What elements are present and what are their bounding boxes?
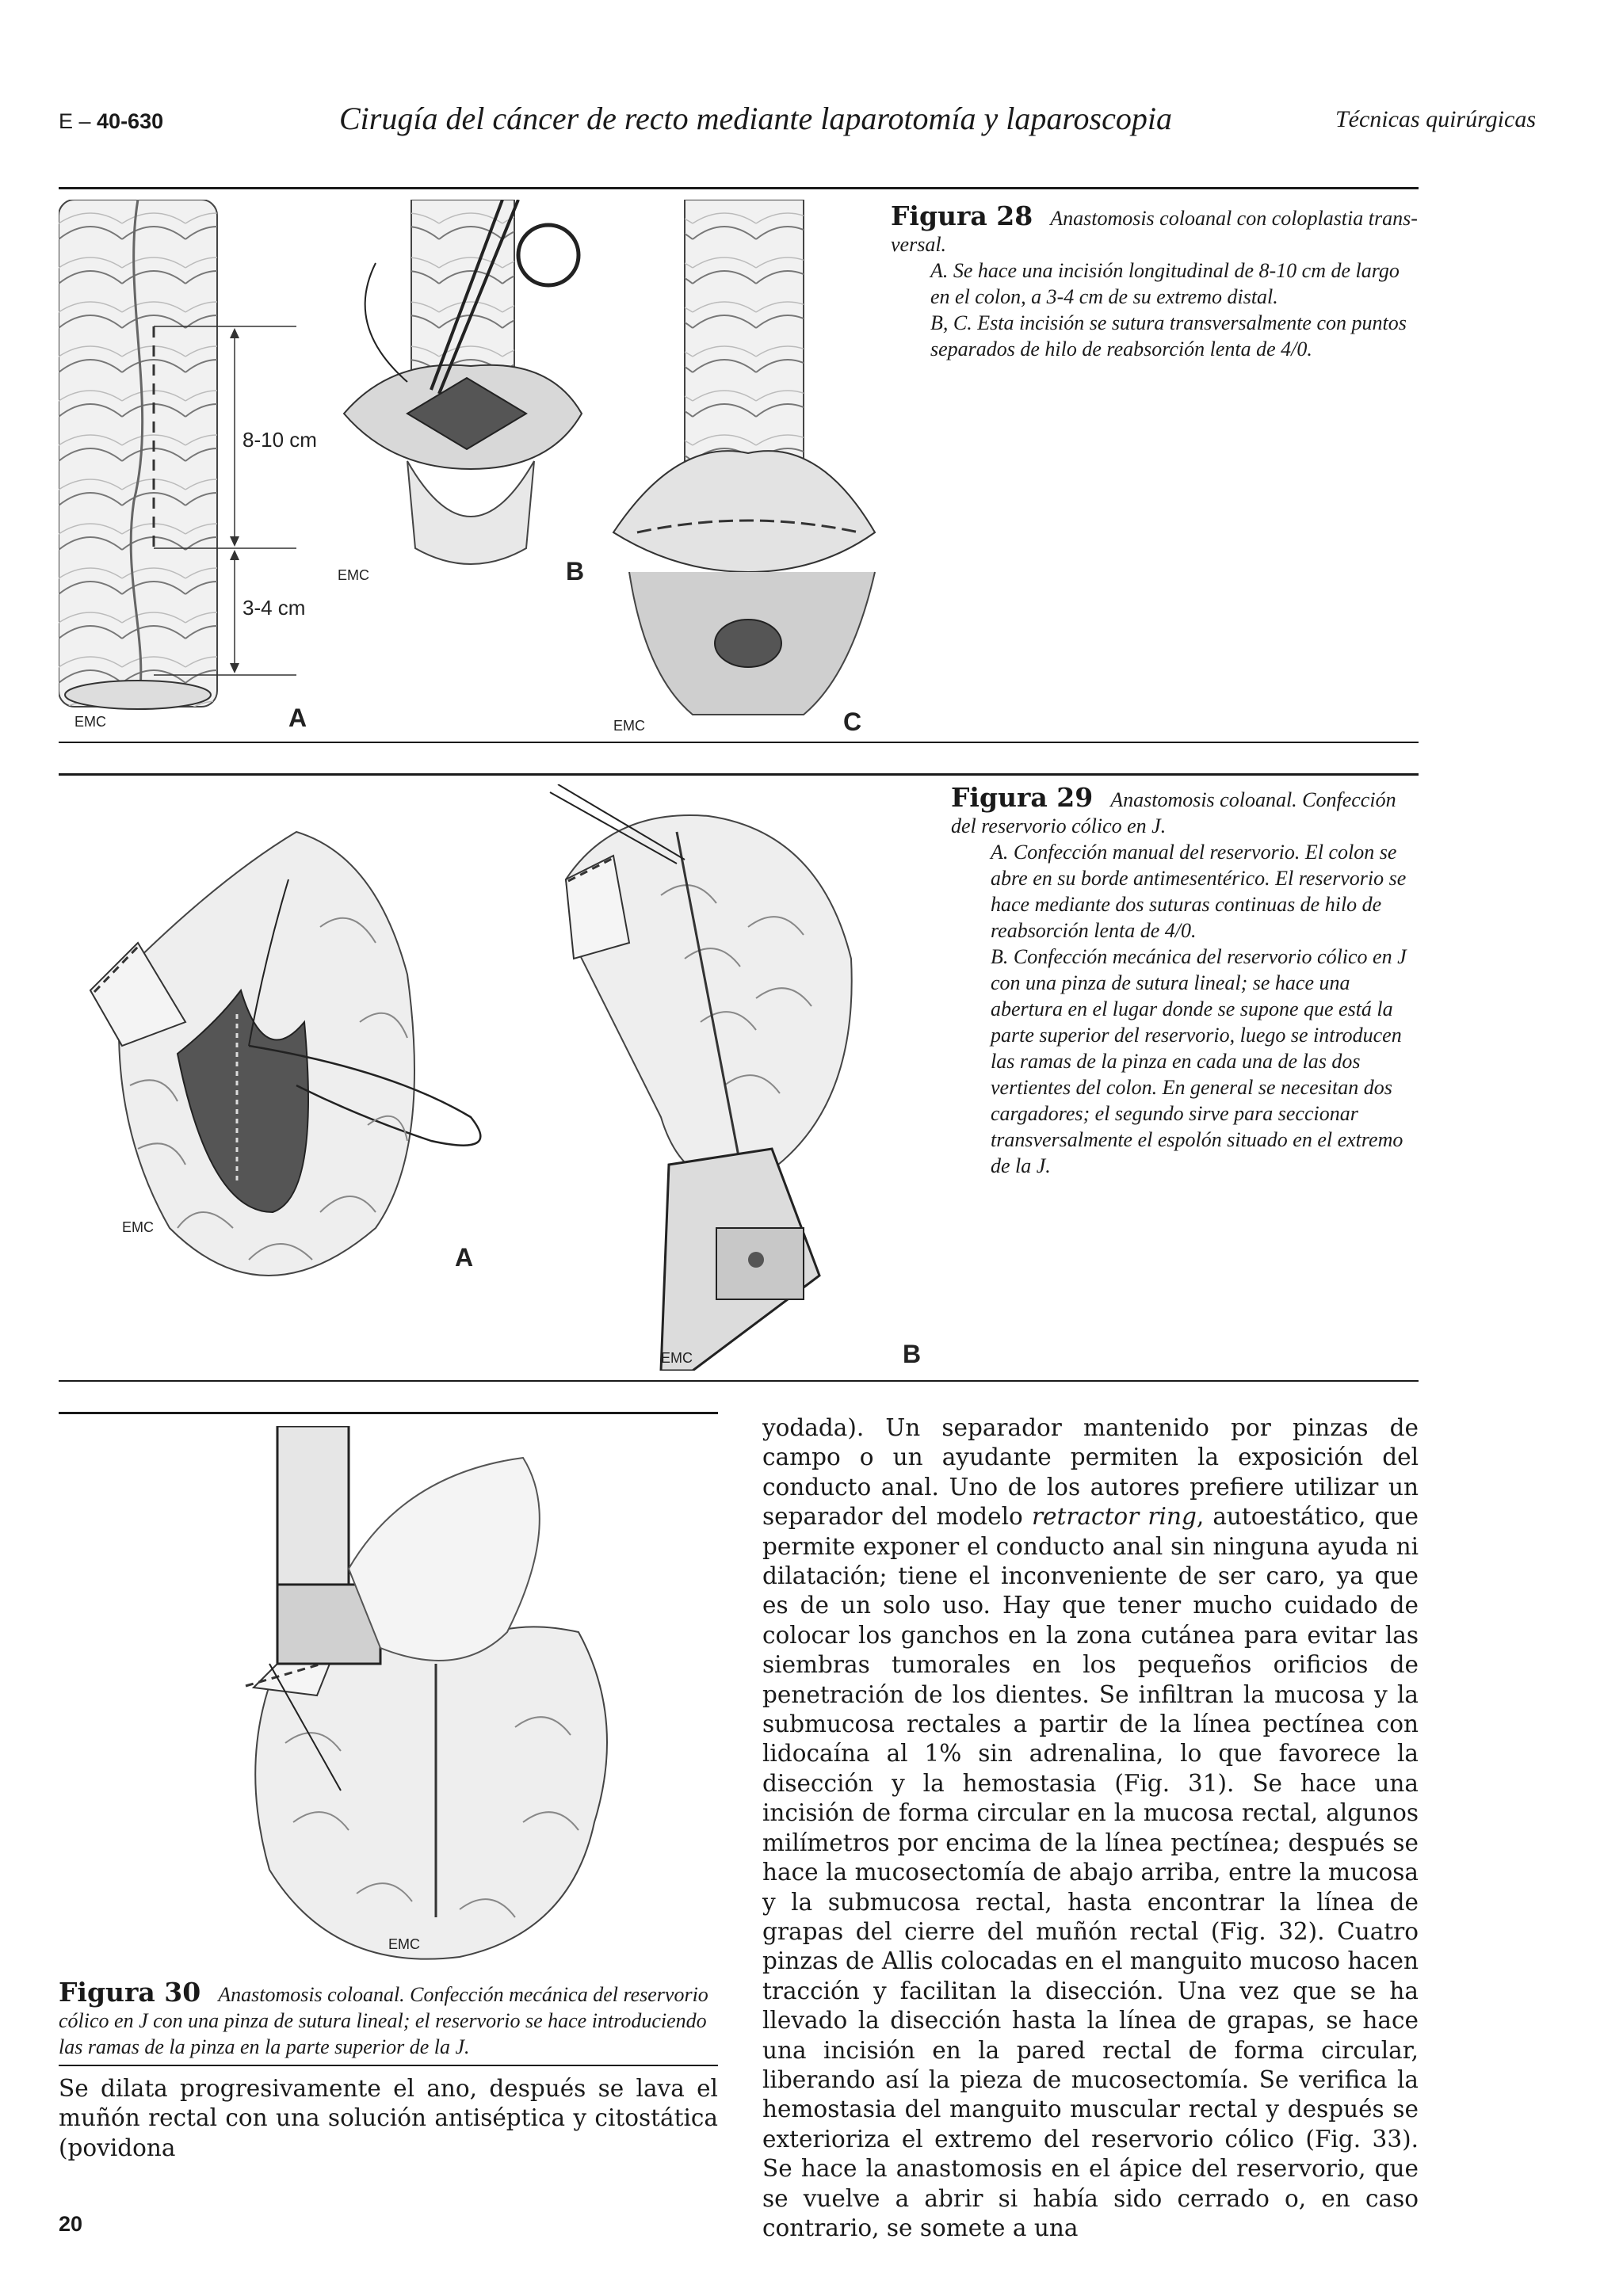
emc-logo-29b: EMC — [661, 1350, 693, 1366]
emc-logo-29a: EMC — [122, 1219, 154, 1235]
running-title: Cirugía del cáncer de recto mediante laparotomía y laparoscopia — [339, 101, 1172, 136]
figure-30-bottom-rule — [59, 2065, 718, 2066]
figure-28-line-bc: B, C. Esta incisión se sutura transversalmente con puntos separados de hilo de reabsorción lenta de 4/0. — [930, 311, 1407, 360]
figure-30-caption — [59, 1979, 718, 2060]
figure-29-bottom-rule — [59, 1380, 1419, 1382]
emc-logo-b: EMC — [338, 567, 369, 583]
section-title: Técnicas quirúrgicas — [1335, 106, 1536, 132]
document-code-number: 40-630 — [97, 109, 164, 133]
emc-logo-30: EMC — [388, 1936, 420, 1952]
figure-29-top-rule — [59, 773, 1419, 776]
figure-28-bottom-rule — [59, 742, 1419, 743]
measurement-8-10cm: 8-10 cm — [242, 428, 317, 452]
colon-segment-c — [613, 200, 875, 715]
figure-29-title: Anastomosis coloanal. Confección del reservorio cólico en J. — [951, 788, 1396, 837]
body-right-italic-term: retractor ring — [1031, 1503, 1197, 1531]
panel-label-29a: A — [455, 1243, 474, 1272]
figure-29-number: Figura 29 — [951, 782, 1094, 813]
figure-29-caption — [951, 784, 1419, 1179]
figure-30-top-rule — [59, 1412, 718, 1414]
figure-28-line-a: A. Se hace una incisión longitudinal de 8-10 cm de largo en el colon, a 3-4 cm de su extremo distal. — [930, 259, 1400, 308]
emc-logo-a: EMC — [74, 714, 106, 730]
body-right-text-2: , autoestático, que permite exponer el conducto anal sin ninguna ayuda ni dilatación; tiene el inconveniente de ser caro, ya que es de un solo uso. Hay que tener mucho cuidado de colocar los ganchos en la zona cutánea para evitar las siembras tumorales en los pequeños orificios de penetración de los dientes. Se infiltran la mucosa y la submucosa rectales a partir de la línea pectínea con lidocaína al 1% sin adrenalina, lo que favorece la disección y la hemostasia (Fig. 31). Se hace una incisión de forma circular en la mucosa rectal, algunos milímetros por encima de la línea pectínea; después se hace la mucosectomía de abajo arriba, entre la mucosa y la submucosa rectal, hasta encontrar la línea de grapas del cierre del muñón rectal (Fig. 32). Cuatro pinzas de Allis colocadas en el manguito mucoso hacen tracción y facilitan la disección. Una vez que se ha llevado la disección hasta la línea de grapas, se hace una incisión en la pared rectal de forma circular, liberando así la pieza de mucosectomía. Se verifica la hemostasia del manguito muscular rectal y después se exterioriza el extremo del reservorio cólico (Fig. 33). Se hace la anastomosis en el ápice del reservorio, que se vuelve a abrir si había sido cerrado o, en caso contrario, se somete a una — [762, 1503, 1419, 2241]
figure-29-line-b: B. Confección mecánica del reservorio cólico en J con una pinza de sutura lineal; se hace una abertura en el lugar donde se supone que está la parte superior del reservorio, luego se introducen las ramas de la pinza en cada una de las dos vertientes del colon. En general se necesitan dos cargadores; el segundo sirve para seccionar transversalmente el espolón situado en el extremo de la J. — [991, 945, 1407, 1177]
j-pouch-stapler — [550, 784, 852, 1371]
document-code-prefix: E – — [59, 109, 97, 133]
colon-segment-b — [344, 200, 582, 564]
figure-30-number: Figura 30 — [59, 1977, 201, 2008]
figure-28-title: Anastomosis coloanal con coloplastia trans-versal. — [891, 207, 1418, 256]
body-right-text-1: yodada). Un separador mantenido por pinzas de campo o un ayudante permiten la exposición del conducto anal. Uno de los autores prefiere utilizar un separador del modelo — [762, 1414, 1419, 1531]
body-right-paragraph — [762, 1413, 1419, 2243]
figure-29-line-a: A. Confección manual del reservorio. El colon se abre en su borde antimesentérico. El reservorio se hace mediante dos suturas continuas de hilo de reabsorción lenta de 4/0. — [991, 841, 1407, 942]
panel-label-29b: B — [903, 1340, 922, 1368]
body-left-paragraph: Se dilata progresivamente el ano, después se lava el muñón rectal con una solución antiséptica y citostática (povidona — [59, 2075, 718, 2161]
figure-30-illustration — [222, 1426, 697, 1981]
colon-segment-a — [59, 200, 217, 709]
figure-30-title: Anastomosis coloanal. Confección mecánica del reservorio cólico en J con una pinza de sutura lineal; el reservorio se hace introduciendo las ramas de la pinza en la parte superior de la J. — [59, 1983, 708, 2058]
document-code — [59, 109, 163, 134]
figure-29-illustration — [59, 784, 946, 1371]
figure-28-caption — [891, 200, 1419, 362]
header-rule — [59, 187, 1419, 189]
emc-logo-c: EMC — [613, 718, 645, 734]
figure-28-illustration — [59, 200, 883, 738]
panel-label-a: A — [288, 704, 307, 732]
measurement-3-4cm: 3-4 cm — [242, 596, 306, 620]
panel-label-b: B — [566, 557, 585, 585]
j-pouch-manual — [90, 832, 480, 1276]
panel-label-c: C — [843, 707, 862, 736]
page-number: 20 — [59, 2212, 83, 2236]
figure-28-number: Figura 28 — [891, 200, 1033, 231]
